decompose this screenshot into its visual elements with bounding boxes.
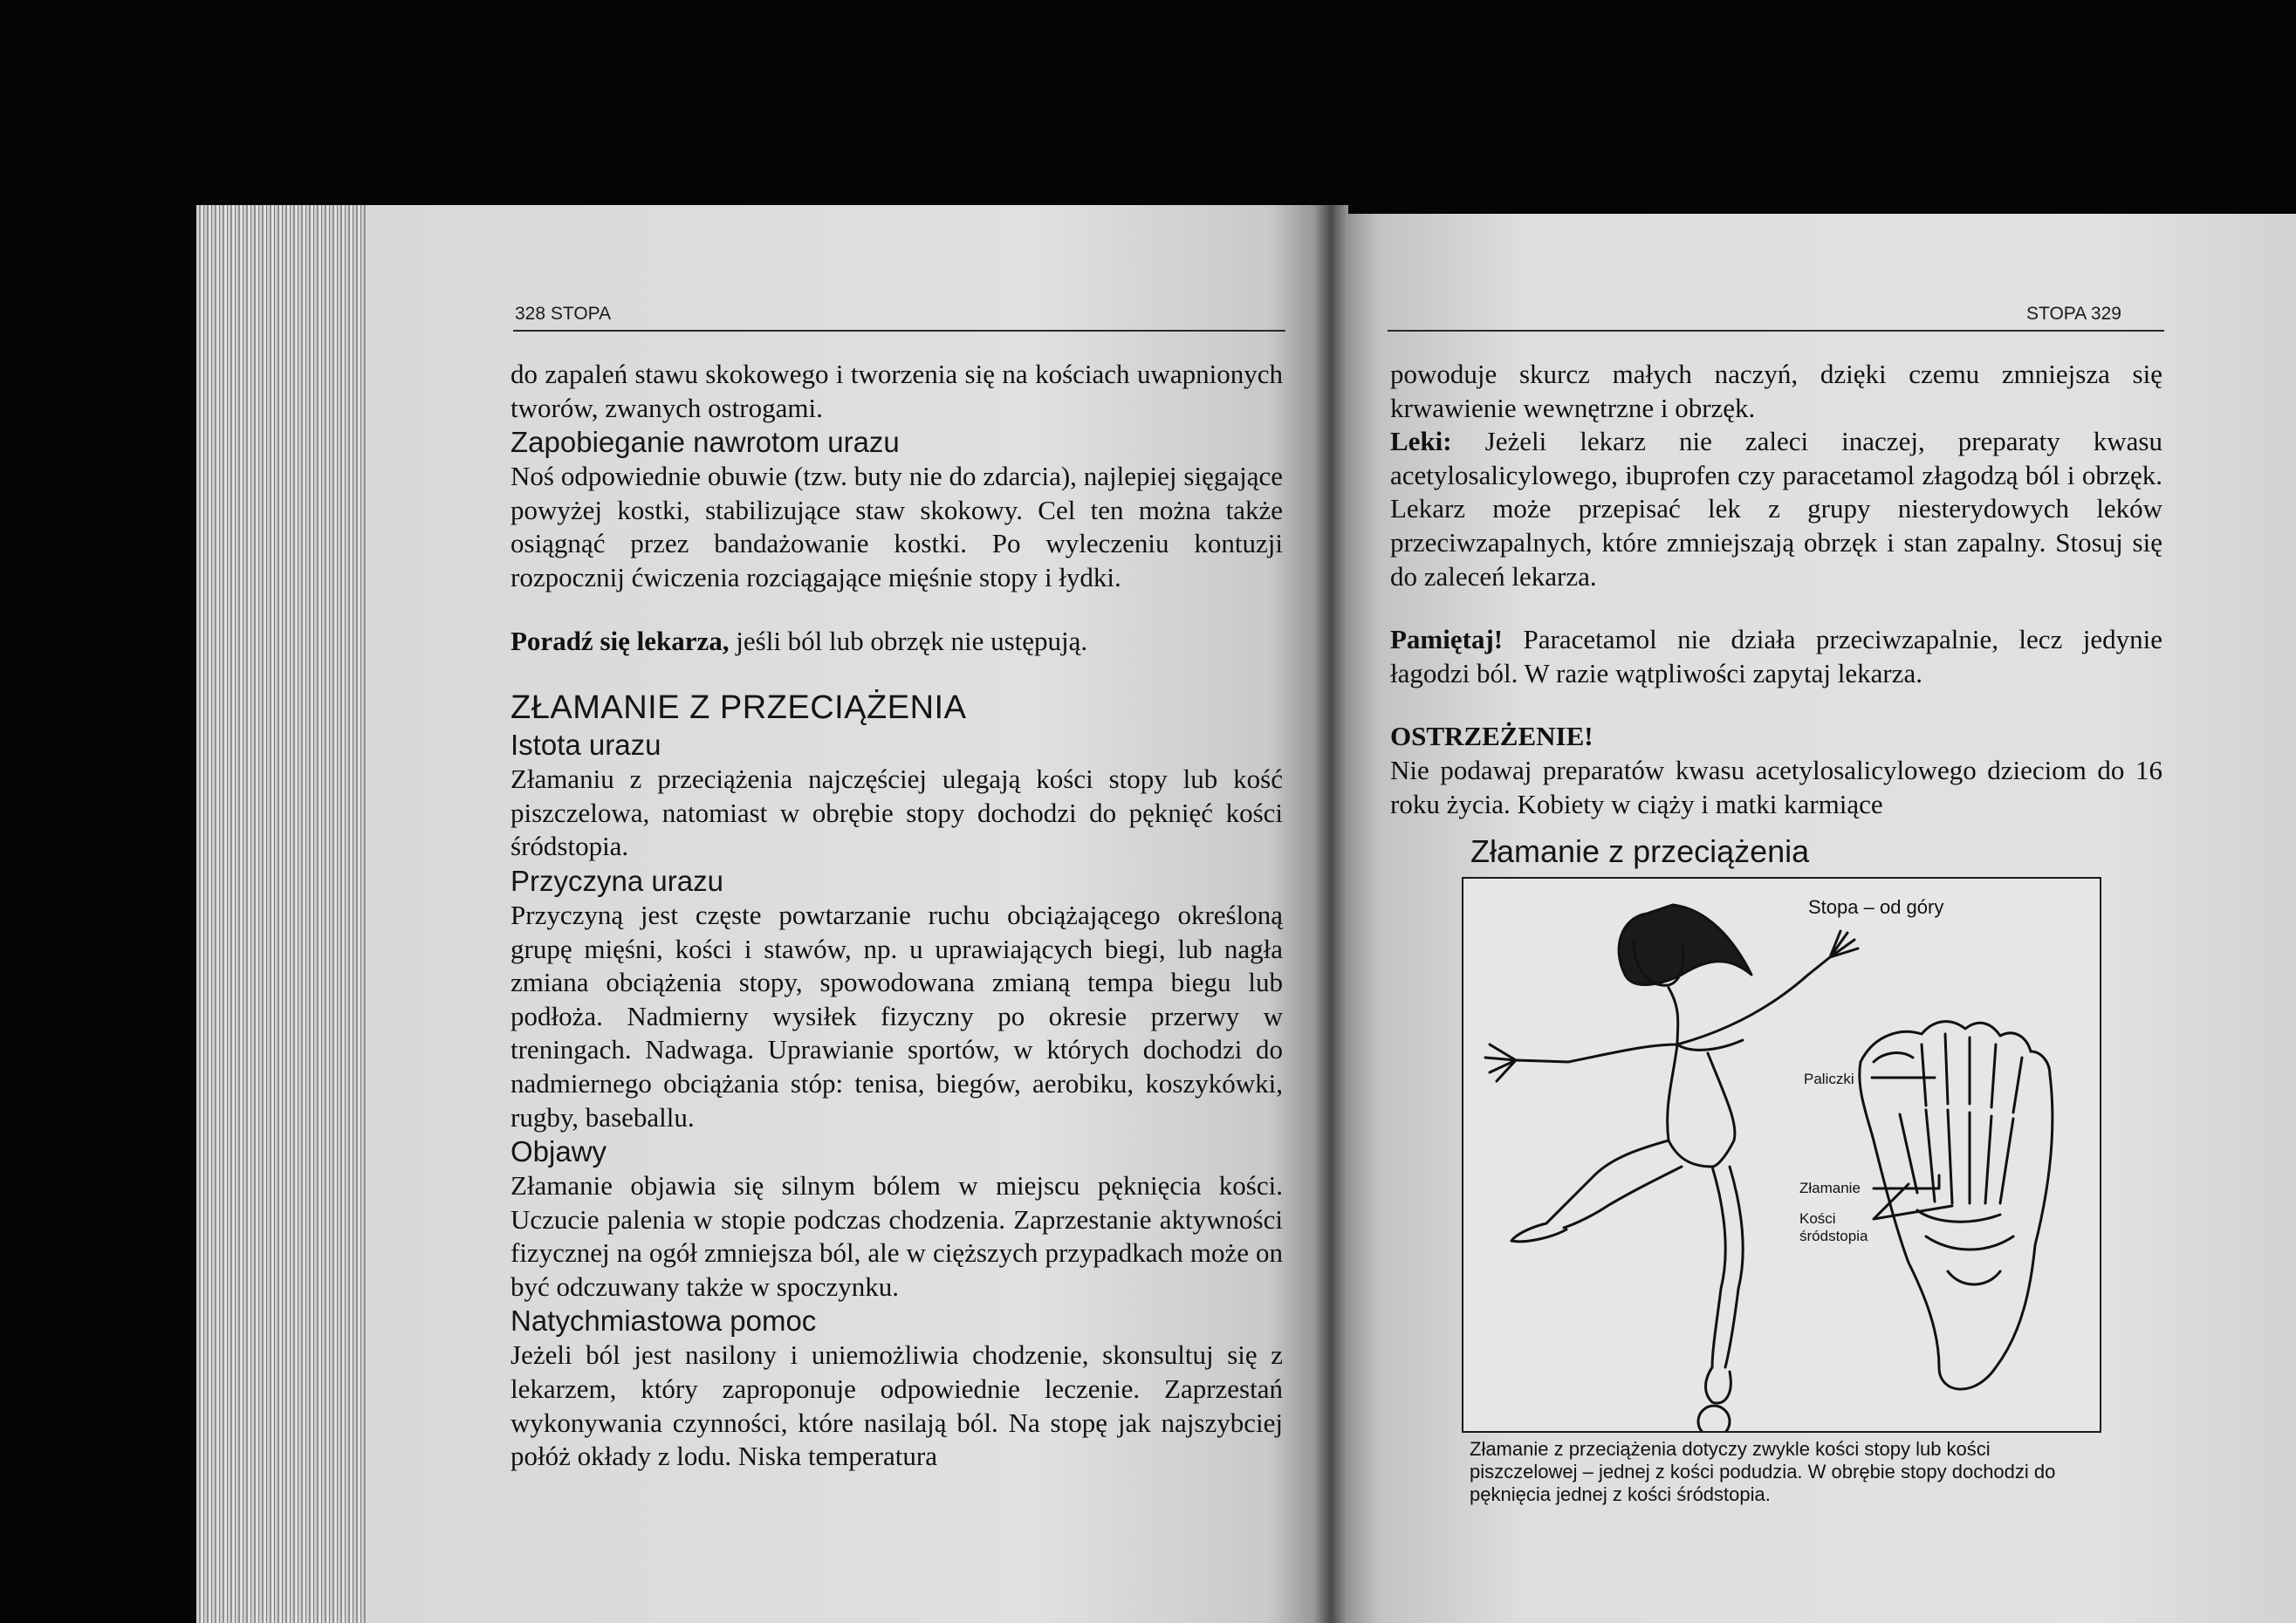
label-top-view: Stopa – od góry <box>1808 896 1944 918</box>
left-text-column <box>511 358 1283 1474</box>
right-text-column <box>1390 358 2162 821</box>
figure-caption: Złamanie z przeciążenia dotyczy zwykle kości stopy lub kości piszczelowej – jednej z kości podudzia. W obrębie stopy dochodzi do pęknięcia jednej z kości śródstopia. <box>1470 1438 2056 1505</box>
label-metatarsal-1: Kości <box>1799 1210 1836 1227</box>
left-paragraph: Przyczyną jest częste powtarzanie ruchu obciążającego określoną grupę mięśni, kości i stawów, np. u uprawiających biegi, lub nagła zmiana obciążenia stopy, spowodowana zmianą tempa biegu lub podłoża. Nadmierny wysiłek fizyczny po okresie przerwy w treningach. Nadwaga. Uprawianie sportów, w których dochodzi do nadmiernego obciążania stóp: tenisa, biegów, aerobiku, koszykówki, rugby, baseballu. <box>511 899 1283 1133</box>
left-header-rule <box>513 330 1285 332</box>
right-paragraph: Nie podawaj preparatów kwasu acetylosalicylowego dzieciom do 16 roku życia. Kobiety w ciąży i matki karmiące <box>1390 754 2162 819</box>
left-running-head: 328 STOPA <box>515 304 612 324</box>
left-spacer <box>511 595 1283 625</box>
foot-toe-bones <box>1874 1034 2022 1113</box>
left-paragraph: Złamaniu z przeciążenia najczęściej ulegają kości stopy lub kość piszczelowa, natomiast w obrębie stopy dochodzi do pęknięć kości śródstopia. <box>511 764 1283 862</box>
left-paragraph: do zapaleń stawu skokowego i tworzenia się na kościach uwapnionych tworów, zwanych ostrogami. <box>511 359 1283 423</box>
runner-raised-leg <box>1546 1140 1682 1228</box>
figure-illustration <box>1462 877 2101 1433</box>
book-gutter <box>1313 205 1348 1623</box>
right-spacer <box>1390 690 2162 720</box>
runner-standing-leg <box>1712 1167 1743 1367</box>
runner-standing-shoe <box>1706 1367 1731 1403</box>
runner-body <box>1516 988 1678 1062</box>
runner-left-hand <box>1485 1044 1516 1081</box>
right-spacer <box>1390 593 2162 623</box>
label-metatarsal-2: śródstopia <box>1799 1228 1868 1244</box>
right-header-rule <box>1388 330 2164 332</box>
page-edges-left <box>196 205 380 1623</box>
left-subheading: Objawy <box>511 1135 607 1168</box>
right-bold-lead: Pamiętaj! <box>1390 624 1504 655</box>
left-bold-lead: Poradź się lekarza, <box>511 625 730 656</box>
right-running-head: STOPA 329 <box>2026 304 2121 324</box>
right-bold-lead: Leki: <box>1390 426 1452 457</box>
right-paragraph: Leki: Jeżeli lekarz nie zaleci inaczej, preparaty kwasu acetylosalicylowego, ibuprofen czy paracetamol złagodzą ból i obrzęk. Lekarz może przepisać lek z grupy niesterydowych leków przeciwzapalnych, które zmniejszają obrzęk i stan zapalny. Stosuj się do zaleceń lekarza. <box>1390 426 2162 592</box>
label-phalanges: Paliczki <box>1804 1071 1854 1087</box>
left-section-heading: ZŁAMANIE Z PRZECIĄŻENIA <box>511 689 967 727</box>
fracture-marker-circle <box>1698 1406 1730 1433</box>
runner-right-hand <box>1830 931 1858 957</box>
figure-drawing <box>1463 879 2101 1433</box>
right-paragraph: Pamiętaj! Paracetamol nie działa przeciwzapalnie, lecz jedynie łagodzi ból. W razie wątpliwości zapytaj lekarza. <box>1390 624 2162 688</box>
left-subheading: Zapobieganie nawrotom urazu <box>511 426 900 459</box>
runner-hair <box>1619 905 1751 985</box>
left-subheading: Przyczyna urazu <box>511 864 723 897</box>
left-spacer <box>511 658 1283 688</box>
left-paragraph: Złamanie objawia się silnym bólem w miejscu pęknięcia kości. Uczucie palenia w stopie podczas chodzenia. Zaprzestanie aktywności fizycznej na ogół zmniejsza ból, ale w cięższych przypadkach może on być odczuwany także w spoczynku. <box>511 1170 1283 1302</box>
left-subheading: Istota urazu <box>511 729 661 762</box>
label-fracture: Złamanie <box>1799 1180 1861 1196</box>
left-paragraph: Jeżeli ból jest nasilony i uniemożliwia chodzenie, skonsultuj się z lekarzem, który zaproponuje odpowiednie leczenie. Zaprzestań wykonywania czynności, które nasilają ból. Na stopę jak najszybciej połóż okłady z lodu. Niska temperatura <box>511 1339 1283 1472</box>
right-paragraph: powoduje skurcz małych naczyń, dzięki czemu zmniejsza się krwawienie wewnętrzne i obrzęk. <box>1390 359 2162 423</box>
runner-raised-shoe <box>1511 1223 1566 1242</box>
left-subheading: Natychmiastowa pomoc <box>511 1305 817 1338</box>
left-paragraph: Poradź się lekarza, jeśli ból lub obrzęk nie ustępują. <box>511 625 1088 656</box>
foot-tarsals <box>1917 1210 2013 1284</box>
right-warning-heading: OSTRZEŻENIE! <box>1390 721 1593 752</box>
figure-title: Złamanie z przeciążenia <box>1470 833 1810 869</box>
left-paragraph: Noś odpowiednie obuwie (tzw. buty nie do zdarcia), najlepiej sięgające powyżej kostki, stabilizujące staw skokowy. Cel ten można także osiągnąć przez bandażowanie kostki. Po wyleczeniu kontuzji rozpocznij ćwiczenia rozciągające mięśnie stopy i łydki. <box>511 461 1283 592</box>
